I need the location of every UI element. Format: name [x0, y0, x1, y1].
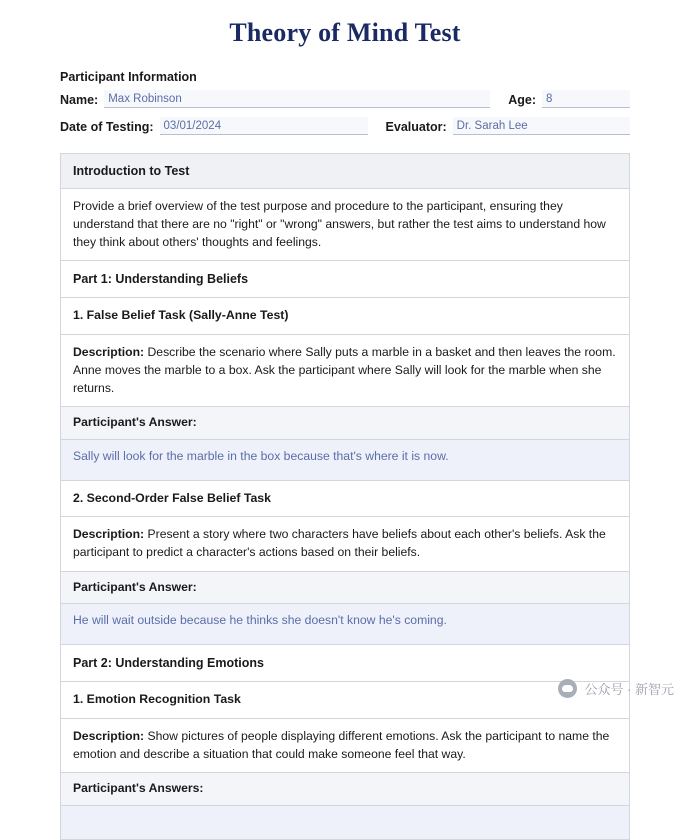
answer-field-3[interactable] — [61, 806, 629, 840]
test-content-table — [60, 153, 630, 840]
answer-label-3: Participant's Answers: — [61, 773, 629, 806]
description-label: Description: — [73, 345, 145, 360]
answer-field-2[interactable]: He will wait outside because he thinks she doesn't know he's coming. — [61, 604, 629, 645]
name-field[interactable]: Max Robinson — [104, 90, 490, 108]
document-content — [0, 70, 690, 840]
task-header-second-order: 2. Second-Order False Belief Task — [61, 481, 629, 518]
evaluator-field[interactable]: Dr. Sarah Lee — [453, 117, 630, 135]
description-text: Show pictures of people displaying different emotions. Ask the participant to name the emotion and describe a situation that could make someone feel that way. — [73, 729, 610, 761]
section-header-introduction: Introduction to Test — [61, 154, 629, 189]
description-label: Description: — [73, 527, 145, 542]
task-description-false-belief — [61, 335, 629, 407]
age-field[interactable]: 8 — [542, 90, 630, 108]
watermark — [558, 679, 674, 698]
description-label: Description: — [73, 729, 145, 744]
evaluator-label: Evaluator: — [385, 120, 447, 134]
task-header-false-belief: 1. False Belief Task (Sally-Anne Test) — [61, 298, 629, 335]
task-header-emotion-recognition: 1. Emotion Recognition Task — [61, 682, 629, 719]
wechat-icon — [558, 679, 577, 698]
answer-field-1[interactable]: Sally will look for the marble in the box because that's where it is now. — [61, 440, 629, 481]
answer-label-1: Participant's Answer: — [61, 407, 629, 440]
age-label: Age: — [508, 93, 536, 107]
page-title: Theory of Mind Test — [229, 18, 461, 47]
task-description-emotion-recognition — [61, 719, 629, 773]
date-of-testing-field[interactable]: 03/01/2024 — [160, 117, 368, 135]
name-label: Name: — [60, 93, 99, 107]
name-age-row — [60, 90, 630, 108]
description-text: Present a story where two characters have beliefs about each other's beliefs. Ask the participant to predict a character's actions based on their beliefs. — [73, 527, 606, 560]
task-description-second-order — [61, 517, 629, 571]
introduction-body: Provide a brief overview of the test purpose and procedure to the participant, ensuring they understand that there are no "right" or "wrong" answers, but rather the test aims to understand how they think about others' thoughts and feelings. — [61, 189, 629, 261]
part-header-2: Part 2: Understanding Emotions — [61, 645, 629, 682]
watermark-text: 公众号 · 新智元 — [584, 682, 674, 697]
date-of-testing-label: Date of Testing: — [60, 120, 154, 134]
answer-label-2: Participant's Answer: — [61, 572, 629, 605]
description-text: Describe the scenario where Sally puts a marble in a basket and then leaves the room. Anne moves the marble to a box. Ask the participant where Sally will look for the marble when she returns. — [73, 345, 616, 395]
date-evaluator-row — [60, 117, 630, 135]
participant-information-heading: Participant Information — [60, 70, 197, 84]
part-header-1: Part 1: Understanding Beliefs — [61, 261, 629, 298]
